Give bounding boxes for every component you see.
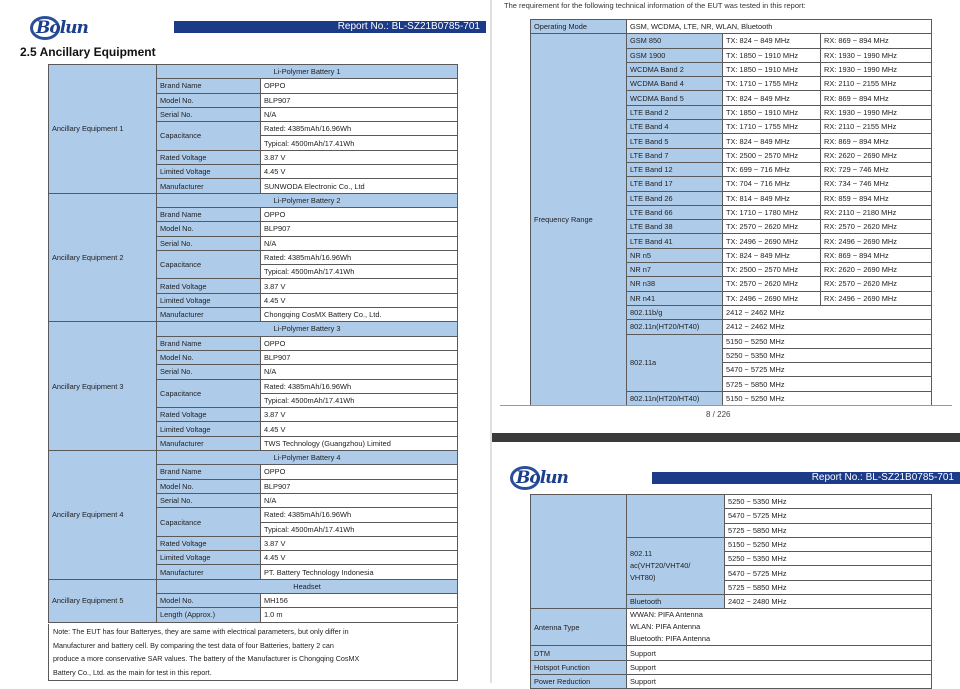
rx-range: RX: 2620 ~ 2690 MHz <box>821 148 932 162</box>
wlan-a-value: 5250 ~ 5350 MHz <box>723 348 932 362</box>
field-label: Brand Name <box>157 207 261 221</box>
tx-range: TX: 2496 ~ 2690 MHz <box>723 291 821 305</box>
rx-range: RX: 2496 ~ 2690 MHz <box>821 291 932 305</box>
hotspot-value: Support <box>627 660 932 674</box>
dtm-row <box>531 646 932 660</box>
field-value: Rated: 4385mAh/16.96Wh <box>261 379 458 393</box>
tx-range: TX: 704 ~ 716 MHz <box>723 177 821 191</box>
wlan-bg-label: 802.11b/g <box>627 305 723 319</box>
wlan-a-label: 802.11a <box>627 334 723 391</box>
band-name: LTE Band 26 <box>627 191 723 205</box>
freq-value: 5470 ~ 5725 MHz <box>725 566 932 580</box>
field-value: Typical: 4500mAh/17.41Wh <box>261 136 458 150</box>
field-label: Capacitance <box>157 122 261 151</box>
rx-range: RX: 2570 ~ 2620 MHz <box>821 220 932 234</box>
band-name: LTE Band 5 <box>627 134 723 148</box>
rx-range: RX: 734 ~ 746 MHz <box>821 177 932 191</box>
field-value: BLP907 <box>261 93 458 107</box>
field-label: Manufacturer <box>157 308 261 322</box>
field-label: Serial No. <box>157 107 261 121</box>
technical-info-table <box>530 19 932 406</box>
field-label: Capacitance <box>157 250 261 279</box>
field-label: Length (Approx.) <box>157 608 261 622</box>
rx-range: RX: 2570 ~ 2620 MHz <box>821 277 932 291</box>
label-line: 802.11 <box>630 548 653 558</box>
field-label: Serial No. <box>157 365 261 379</box>
field-value: 3.87 V <box>261 536 458 550</box>
footer-rule <box>500 405 952 406</box>
wlan-a-value: 5725 ~ 5850 MHz <box>723 377 932 391</box>
wlan-bg-value: 2412 ~ 2462 MHz <box>723 305 932 319</box>
field-value: Typical: 4500mAh/17.41Wh <box>261 393 458 407</box>
tx-range: TX: 2496 ~ 2690 MHz <box>723 234 821 248</box>
technical-info-table-continued <box>530 494 932 689</box>
field-label: Model No. <box>157 222 261 236</box>
field-value: N/A <box>261 236 458 250</box>
logo-text: Bolun <box>36 18 88 38</box>
field-label: Manufacturer <box>157 436 261 450</box>
operating-mode-row <box>531 20 932 34</box>
field-label: Model No. <box>157 350 261 364</box>
antenna-line: WLAN: PIFA Antenna <box>630 622 701 632</box>
tx-range: TX: 824 ~ 849 MHz <box>723 34 821 48</box>
field-value: Rated: 4385mAh/16.96Wh <box>261 250 458 264</box>
frequency-range-label: Frequency Range <box>531 34 627 406</box>
band-name: LTE Band 41 <box>627 234 723 248</box>
field-value: Rated: 4385mAh/16.96Wh <box>261 508 458 522</box>
note-line: Battery Co., Ltd. as the main for test in this report. <box>53 667 212 677</box>
field-label: Serial No. <box>157 236 261 250</box>
band-name: WCDMA Band 4 <box>627 77 723 91</box>
field-value: Typical: 4500mAh/17.41Wh <box>261 265 458 279</box>
hotspot-row <box>531 660 932 674</box>
equipment-header: Li-Polymer Battery 1 <box>157 65 458 79</box>
tx-range: TX: 2500 ~ 2570 MHz <box>723 148 821 162</box>
wlan-n5-label: 802.11n(HT20/HT40) <box>627 391 723 405</box>
field-label: Limited Voltage <box>157 165 261 179</box>
field-label: Brand Name <box>157 336 261 350</box>
field-value: 3.87 V <box>261 408 458 422</box>
field-label: Model No. <box>157 93 261 107</box>
field-value: OPPO <box>261 79 458 93</box>
equipment-header: Li-Polymer Battery 4 <box>157 451 458 465</box>
group-header-row <box>49 451 458 465</box>
field-label: Brand Name <box>157 465 261 479</box>
ancillary-equipment-table <box>48 64 458 623</box>
band-name: LTE Band 66 <box>627 205 723 219</box>
freq-row <box>531 495 932 509</box>
field-label: Serial No. <box>157 493 261 507</box>
logo-text: Bolun <box>516 468 568 488</box>
field-value: MH156 <box>261 593 458 607</box>
tx-range: TX: 1850 ~ 1910 MHz <box>723 62 821 76</box>
freq-value: 5725 ~ 5850 MHz <box>725 523 932 537</box>
dtm-value: Support <box>627 646 932 660</box>
group-header-row <box>49 65 458 79</box>
band-name: LTE Band 7 <box>627 148 723 162</box>
right-top-page <box>492 0 960 432</box>
tx-range: TX: 1710 ~ 1780 MHz <box>723 205 821 219</box>
field-label: Rated Voltage <box>157 279 261 293</box>
tx-range: TX: 2570 ~ 2620 MHz <box>723 277 821 291</box>
freq-value: 5250 ~ 5350 MHz <box>725 495 932 509</box>
hotspot-label: Hotspot Function <box>531 660 627 674</box>
tx-range: TX: 824 ~ 849 MHz <box>723 91 821 105</box>
field-value: TWS Technology (Guangzhou) Limited <box>261 436 458 450</box>
tx-range: TX: 1850 ~ 1910 MHz <box>723 48 821 62</box>
freq-value: 5470 ~ 5725 MHz <box>725 509 932 523</box>
right-bottom-page <box>492 442 960 687</box>
power-reduction-value: Support <box>627 674 932 688</box>
equipment-label: Ancillary Equipment 1 <box>49 65 157 194</box>
equipment-header: Headset <box>157 579 458 593</box>
wlan-a-value: 5150 ~ 5250 MHz <box>723 334 932 348</box>
rx-range: RX: 2620 ~ 2690 MHz <box>821 263 932 277</box>
continued-band-cell <box>627 495 725 538</box>
field-value: 1.0 m <box>261 608 458 622</box>
rx-range: RX: 1930 ~ 1990 MHz <box>821 105 932 119</box>
field-label: Rated Voltage <box>157 536 261 550</box>
band-name: WCDMA Band 2 <box>627 62 723 76</box>
operating-mode-label: Operating Mode <box>531 20 627 34</box>
field-value: N/A <box>261 107 458 121</box>
field-label: Capacitance <box>157 379 261 408</box>
wlan-n-value: 2412 ~ 2462 MHz <box>723 320 932 334</box>
antenna-type-value <box>627 609 932 646</box>
wlan-a-value: 5470 ~ 5725 MHz <box>723 363 932 377</box>
field-value: BLP907 <box>261 350 458 364</box>
band-name: NR n38 <box>627 277 723 291</box>
field-value: N/A <box>261 365 458 379</box>
frequency-range-continued <box>531 495 627 609</box>
label-line: VHT80) <box>630 572 656 582</box>
antenna-type-label: Antenna Type <box>531 609 627 646</box>
field-value: N/A <box>261 493 458 507</box>
rx-range: RX: 1930 ~ 1990 MHz <box>821 48 932 62</box>
rx-range: RX: 2110 ~ 2180 MHz <box>821 205 932 219</box>
rx-range: RX: 869 ~ 894 MHz <box>821 34 932 48</box>
rx-range: RX: 869 ~ 894 MHz <box>821 248 932 262</box>
equipment-header: Li-Polymer Battery 3 <box>157 322 458 336</box>
freq-value: 5250 ~ 5350 MHz <box>725 552 932 566</box>
section-title: 2.5 Ancillary Equipment <box>20 45 156 59</box>
band-name: LTE Band 12 <box>627 162 723 176</box>
tx-range: TX: 824 ~ 849 MHz <box>723 248 821 262</box>
rx-range: RX: 1930 ~ 1990 MHz <box>821 62 932 76</box>
tx-range: TX: 2570 ~ 2620 MHz <box>723 220 821 234</box>
rx-range: RX: 869 ~ 894 MHz <box>821 134 932 148</box>
field-value: PT. Battery Technology Indonesia <box>261 565 458 579</box>
label-line: ac(VHT20/VHT40/ <box>630 560 691 570</box>
field-value: BLP907 <box>261 222 458 236</box>
band-name: NR n41 <box>627 291 723 305</box>
field-label: Rated Voltage <box>157 150 261 164</box>
intro-text: The requirement for the following technical information of the EUT was tested in this report: <box>504 1 806 10</box>
power-reduction-row <box>531 674 932 688</box>
bluetooth-value: 2402 ~ 2480 MHz <box>725 595 932 609</box>
freq-value: 5725 ~ 5850 MHz <box>725 580 932 594</box>
equipment-label: Ancillary Equipment 3 <box>49 322 157 451</box>
group-header-row <box>49 579 458 593</box>
rx-range: RX: 2496 ~ 2690 MHz <box>821 234 932 248</box>
note-line: Manufacturer and battery cell. By comparing the test data of four Batteries, battery 2 can <box>53 640 334 650</box>
band-name: NR n7 <box>627 263 723 277</box>
field-value: 3.87 V <box>261 279 458 293</box>
antenna-line: WWAN: PIFA Antenna <box>630 610 703 620</box>
band-name: LTE Band 2 <box>627 105 723 119</box>
field-label: Capacitance <box>157 508 261 537</box>
operating-mode-value: GSM, WCDMA, LTE, NR, WLAN, Bluetooth <box>627 20 932 34</box>
field-value: SUNWODA Electronic Co., Ltd <box>261 179 458 193</box>
band-name: LTE Band 17 <box>627 177 723 191</box>
field-value: 3.87 V <box>261 150 458 164</box>
field-value: Rated: 4385mAh/16.96Wh <box>261 122 458 136</box>
tx-range: TX: 814 ~ 849 MHz <box>723 191 821 205</box>
field-value: 4.45 V <box>261 165 458 179</box>
field-value: 4.45 V <box>261 293 458 307</box>
field-value: 4.45 V <box>261 551 458 565</box>
tx-range: TX: 1850 ~ 1910 MHz <box>723 105 821 119</box>
rx-range: RX: 729 ~ 746 MHz <box>821 162 932 176</box>
band-name: NR n5 <box>627 248 723 262</box>
field-value: Chongqing CosMX Battery Co., Ltd. <box>261 308 458 322</box>
bolun-logo-2 <box>506 462 576 492</box>
field-value: OPPO <box>261 465 458 479</box>
equipment-label: Ancillary Equipment 5 <box>49 579 157 622</box>
report-number-bar: Report No.: BL-SZ21B0785-701 <box>174 21 486 33</box>
band-name: WCDMA Band 5 <box>627 91 723 105</box>
bluetooth-label: Bluetooth <box>627 595 725 609</box>
field-label: Limited Voltage <box>157 293 261 307</box>
tx-range: TX: 2500 ~ 2570 MHz <box>723 263 821 277</box>
antenna-line: Bluetooth: PIFA Antenna <box>630 634 711 644</box>
equipment-label: Ancillary Equipment 4 <box>49 451 157 580</box>
dtm-label: DTM <box>531 646 627 660</box>
freq-value: 5150 ~ 5250 MHz <box>725 537 932 551</box>
tx-range: TX: 824 ~ 849 MHz <box>723 134 821 148</box>
wlan-n-label: 802.11n(HT20/HT40) <box>627 320 723 334</box>
field-value: OPPO <box>261 336 458 350</box>
field-label: Model No. <box>157 479 261 493</box>
power-reduction-label: Power Reduction <box>531 674 627 688</box>
group-header-row <box>49 322 458 336</box>
page-number: 8 / 226 <box>706 410 731 419</box>
field-value: BLP907 <box>261 479 458 493</box>
field-label: Manufacturer <box>157 179 261 193</box>
equipment-header: Li-Polymer Battery 2 <box>157 193 458 207</box>
wlan-ac-label <box>627 537 725 594</box>
band-name: GSM 1900 <box>627 48 723 62</box>
group-header-row <box>49 193 458 207</box>
rx-range: RX: 859 ~ 894 MHz <box>821 191 932 205</box>
wlan-n5-value: 5150 ~ 5250 MHz <box>723 391 932 405</box>
field-label: Manufacturer <box>157 565 261 579</box>
page-break-bar <box>492 433 960 442</box>
field-label: Brand Name <box>157 79 261 93</box>
rx-range: RX: 2110 ~ 2155 MHz <box>821 120 932 134</box>
field-label: Limited Voltage <box>157 422 261 436</box>
band-row <box>531 34 932 48</box>
report-number-bar: Report No.: BL-SZ21B0785-701 <box>652 472 960 484</box>
bolun-logo <box>26 12 96 42</box>
tx-range: TX: 699 ~ 716 MHz <box>723 162 821 176</box>
field-label: Rated Voltage <box>157 408 261 422</box>
tx-range: TX: 1710 ~ 1755 MHz <box>723 120 821 134</box>
band-name: LTE Band 38 <box>627 220 723 234</box>
rx-range: RX: 2110 ~ 2155 MHz <box>821 77 932 91</box>
note-line: Note: The EUT has four Batteryes, they are same with electrical parameters, but only differ in <box>53 627 349 636</box>
field-label: Limited Voltage <box>157 551 261 565</box>
note-line: produce a more conservative SAR values. The battery of the Manufacturer is Chongqing CosMX <box>53 654 360 663</box>
band-name: LTE Band 4 <box>627 120 723 134</box>
field-value: OPPO <box>261 207 458 221</box>
band-name: GSM 850 <box>627 34 723 48</box>
field-value: 4.45 V <box>261 422 458 436</box>
rx-range: RX: 869 ~ 894 MHz <box>821 91 932 105</box>
tx-range: TX: 1710 ~ 1755 MHz <box>723 77 821 91</box>
field-label: Model No. <box>157 593 261 607</box>
battery-note <box>48 624 458 681</box>
antenna-row <box>531 609 932 646</box>
field-value: Typical: 4500mAh/17.41Wh <box>261 522 458 536</box>
equipment-label: Ancillary Equipment 2 <box>49 193 157 322</box>
